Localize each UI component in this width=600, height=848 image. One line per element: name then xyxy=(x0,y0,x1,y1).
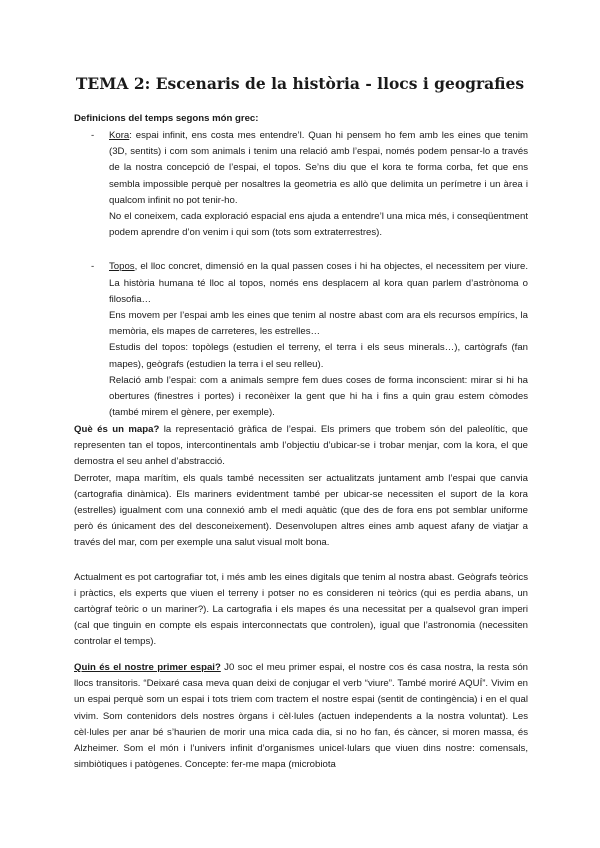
topos-paragraph-3: Estudis del topos: topòlegs (estudien el terreny, el terra i els seus minerals…), cartògrafs (fan mapes), geògrafs (estudien la terra i el seu relleu). xyxy=(109,342,528,370)
list-item-topos xyxy=(91,259,528,421)
topos-paragraph-1 xyxy=(109,259,528,308)
mapa-paragraph-1 xyxy=(74,422,528,471)
espai-text-1: J0 soc el meu primer espai, el nostre cos és casa nostra, la resta són llocs transitoris. “Deixaré casa meva quan deixi de conjugar el verb “viure”. També moriré AQUÍ”. Vivim en un espai perquè som un espai i tots triem com tractem el nostre espai (sentit de contingència) i en el qual vivim. Som contenidors dels nostres òrgans i cèl·lules (actuen independents a la nostra voluntat). Les cèl·lules per anar bé s’haurien de morir una mica cada dia, si no ho fan, és càncer, si moren massa, és Alzheimer. Som el món i l’univers infinit d’organismes unicel·lulars que viuen dins nostre: comensals, simbiòtiques i patògenes. Concepte: fer-me mapa (microbiota xyxy=(74,662,528,771)
topos-paragraph-4: Relació amb l’espai: com a animals sempre fem dues coses de forma inconscient: mirar si hi ha obertures (finestres i portes) i reconèixer la gent que hi ha i fins a quin grau estem còmodes (també mirem el gènere, per exemple). xyxy=(109,374,528,419)
list-item-kora xyxy=(91,128,528,241)
topos-term: Topos xyxy=(109,261,135,273)
kora-paragraph-1 xyxy=(109,128,528,209)
kora-term: Kora xyxy=(109,130,130,141)
kora-text-1: : espai infinit, ens costa mes entendre’l. Quan hi pensem ho fem amb les eines que tenim (3D, sentits) i com som animals i tenim una relació amb l’espai, només podem pensar-lo a través de la nostra concepció de l’espai, el topos. Se’ns diu que el kora te forma corba, fet que ens sembla impossible perquè per nosaltres la geometria es allò que delimita un perímetre i un àrea i qualcom infinit no pot tenir-ho. xyxy=(109,130,528,206)
list-dash: - xyxy=(91,130,95,141)
espai-paragraph-1 xyxy=(74,660,528,773)
topos-paragraph-2: Ens movem per l’espai amb les eines que tenim al nostre abast com ara els recursos empírics, la memòria, els mapes de carreteres, les estrelles… xyxy=(109,310,528,338)
topos-text-1: , el lloc concret, dimensió en la qual passen coses i hi ha objectes, el necessitem per viure. La història humana té lloc al topos, només ens desplacem al kora quan parlem d’astrònoma o filosofia… xyxy=(109,261,528,305)
espai-question: Quin és el nostre primer espai? xyxy=(74,662,221,673)
mapa-section xyxy=(74,422,528,651)
kora-paragraph-2: No el coneixem, cada exploració espacial ens ajuda a entendre’l una mica més, i conseqüentment podem aprendre d’on venim i qui som (tots som extraterrestres). xyxy=(109,211,528,239)
page-title: TEMA 2: Escenaris de la història - llocs i geografies xyxy=(75,74,525,93)
list-dash: - xyxy=(91,261,95,273)
definitions-heading: Definicions del temps segons món grec: xyxy=(74,113,259,124)
spacer xyxy=(91,241,528,259)
mapa-text-1: la representació gràfica de l’espai. Els primers que trobem són del paleolític, que representen tan el topos, intercontinentals amb l’objectiu d’ubicar-se i trobar menjar, com la kora, el que demostra el seu anhel d’abstracció. xyxy=(74,424,529,468)
spacer xyxy=(74,552,528,570)
mapa-paragraph-3: Actualment es pot cartografiar tot, i més amb les eines digitals que tenim al nostra abast. Geògrafs teòrics i pràctics, els experts que viuen el terreny i potser no es consideren ni teòrics (qui es perdia abans, un cartògraf teòric o un mariner?). La cartografia i els mapes és una necessitat per a qualsevol gran imperi (cal que tinguin en compte els espais interconnectats que controlen), igual que l’astronomia (necessiten controlar el temps). xyxy=(74,571,528,648)
espai-section xyxy=(74,660,528,773)
definitions-list xyxy=(91,128,528,421)
mapa-paragraph-2: Derroter, mapa marítim, els quals també necessiten ser actualitzats juntament amb l’espai que canvia (cartografia dinàmica). Els mariners evidentment també per ubicar-se necessiten el suport de la kora (estrelles) igualment com una connexió amb el medi aquàtic (que des de fora ens pot semblar uniforme però és únicament des del desconeixement). Desenvolupen altres eines amb aquest afany de viatjar a través del mar, com per exemple una salut visual molt bona. xyxy=(74,472,528,549)
mapa-question: Què és un mapa? xyxy=(74,424,160,435)
